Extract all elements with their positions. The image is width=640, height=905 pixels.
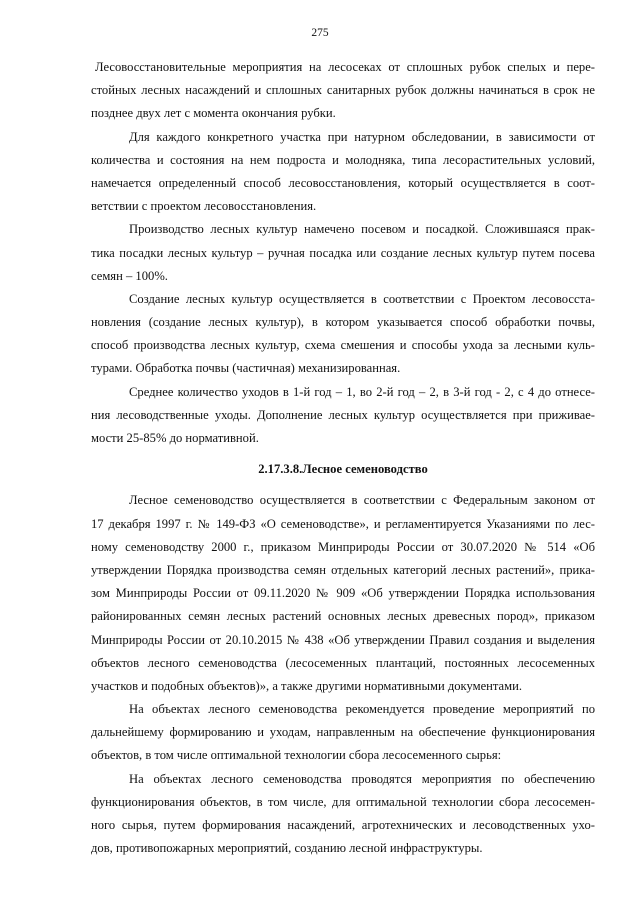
- section-heading: 2.17.3.8.Лесное семеноводство: [258, 462, 428, 477]
- text-line: зом Минприроды России от 09.11.2020 № 909 «Об утверждении Порядка использования: [91, 586, 595, 601]
- section-seed-production: [91, 489, 595, 860]
- text-line: мости 25-85% до нормативной.: [91, 431, 259, 445]
- text-line: позднее двух лет с момента окончания рубки.: [91, 106, 336, 121]
- text-line: стойных лесных насаждений и сплошных санитарных рубок должны начинаться в срок не: [91, 83, 595, 98]
- paragraph: [91, 218, 595, 288]
- text-line: Для каждого конкретного участка при натурном обследовании, в зависимости от: [129, 129, 595, 144]
- text-line: районированных семян лесных растений основных лесных древесных пород», приказом: [91, 609, 595, 624]
- text-line: количества и состояния на нем подроста и молодняка, типа лесорастительных условий,: [91, 152, 595, 167]
- text-line: функционирования объектов, в том числе, для оптимальной технологии сбора лесосемен-: [91, 794, 595, 809]
- text-line: способ производства лесных культур, схема смешения и способы ухода за лесными куль-: [91, 338, 595, 353]
- paragraph: [91, 126, 595, 219]
- text-line: ному семеноводству 2000 г., приказом Минприроды России от 30.07.2020 № 514 «Об: [91, 539, 595, 554]
- paragraph: [91, 698, 595, 768]
- text-line: Создание лесных культур осуществляется в соответствии с Проектом лесовосста-: [129, 291, 595, 306]
- text-line: На объектах лесного семеноводства рекомендуется проведение мероприятий по: [129, 702, 595, 717]
- text-line: Лесовосстановительные мероприятия на лесосеках от сплошных рубок спелых и пере-: [95, 60, 595, 74]
- text-line: дов, противопожарных мероприятий, созданию лесной инфраструктуры.: [91, 841, 483, 856]
- text-line: объектов лесного семеноводства (лесосеменных плантаций, постоянных лесосеменных: [91, 655, 595, 670]
- page-number: 275: [311, 27, 329, 39]
- text-line: Среднее количество уходов в 1-й год – 1, во 2-й год – 2, в 3-й год - 2, с 4 до отнесе-: [129, 384, 595, 399]
- text-line: ветствии с проектом лесовосстановления.: [91, 199, 317, 214]
- text-line: утверждении Порядка производства семян отдельных категорий лесных растений», прика-: [91, 562, 595, 577]
- text-line: семян – 100%.: [91, 268, 168, 283]
- text-line: новления (создание лесных культур), в котором указывается способ обработки почвы,: [91, 315, 595, 330]
- text-line: На объектах лесного семеноводства проводятся мероприятия по обеспечению: [129, 771, 595, 786]
- section-intro: [91, 56, 595, 450]
- text-line: Производство лесных культур намечено посевом и посадкой. Сложившаяся прак-: [129, 222, 595, 237]
- text-line: турами. Обработка почвы (частичная) механизированная.: [91, 361, 401, 376]
- text-line: намечается определенный способ лесовосстановления, который осуществляется в соот-: [91, 175, 595, 190]
- paragraph: [91, 288, 595, 381]
- paragraph: [91, 381, 595, 451]
- text-line: ного сырья, путем формирования насаждений, агротехнических и лесоводственных ухо-: [91, 818, 595, 832]
- text-line: Минприроды России от 20.10.2015 № 438 «Об утверждении Правил создания и выделения: [91, 632, 595, 647]
- text-line: дальнейшему формированию и уходам, направленным на обеспечение функционирования: [91, 725, 595, 740]
- text-line: 17 декабря 1997 г. № 149-ФЗ «О семеноводстве», и регламентируется Указаниями по лес-: [91, 516, 595, 531]
- text-line: участков и подобных объектов)», а также другими нормативными документами.: [91, 678, 523, 693]
- text-line: тика посадки лесных культур – ручная посадка или создание лесных культур путем посева: [91, 245, 595, 260]
- text-line: ния лесоводственные уходы. Дополнение лесных культур осуществляется при приживае-: [91, 407, 595, 422]
- paragraph: [91, 768, 595, 861]
- paragraph: [91, 56, 595, 126]
- text-line: Лесное семеноводство осуществляется в соответствии с Федеральным законом от: [129, 493, 595, 508]
- paragraph: [91, 489, 595, 698]
- document-body: [91, 56, 595, 860]
- text-line: объектов, в том числе оптимальной технологии сбора лесосеменного сырья:: [91, 748, 502, 763]
